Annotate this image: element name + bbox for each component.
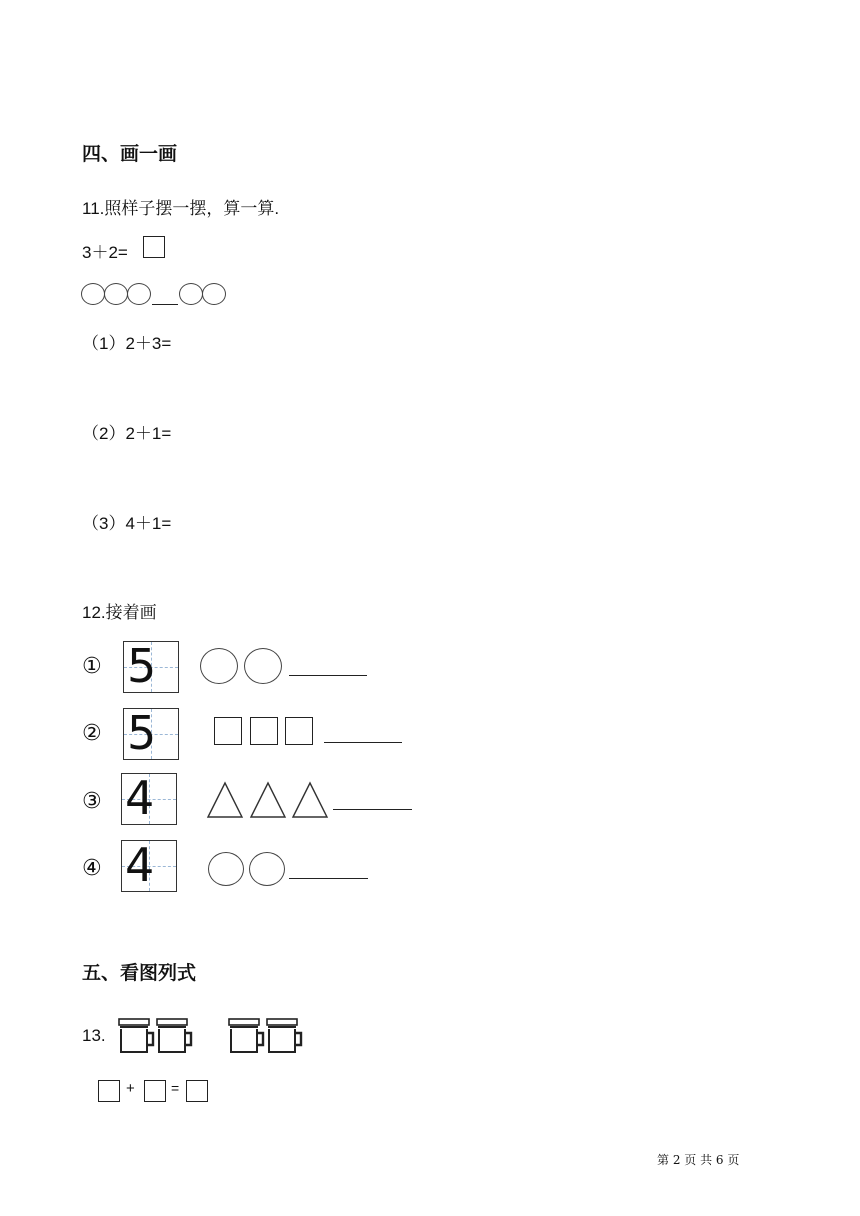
digit-writing-box xyxy=(121,773,177,825)
cup-icon xyxy=(267,1019,301,1052)
triangle-shape xyxy=(208,783,242,817)
page-footer: 第 2 页 共 6 页 xyxy=(657,1153,740,1167)
drawing-line[interactable] xyxy=(289,878,368,879)
circle-shape xyxy=(208,852,244,886)
cup-icon xyxy=(157,1019,191,1052)
addend-box-2[interactable] xyxy=(144,1080,166,1102)
digit: 5 xyxy=(127,706,157,760)
digit-writing-box xyxy=(121,840,177,892)
q13-number: 13. xyxy=(82,1026,106,1045)
drawing-line[interactable] xyxy=(333,809,412,810)
q11-prompt: 11.照样子摆一摆，算一算. xyxy=(82,199,280,218)
digit: 4 xyxy=(125,838,155,892)
equals-sign: = xyxy=(171,1080,180,1096)
example-circle xyxy=(179,283,203,305)
square-shape xyxy=(285,717,313,745)
example-circle xyxy=(81,283,105,305)
q11-item-1: （1）2＋3= xyxy=(82,334,172,353)
q11-item-2: （2）2＋1= xyxy=(82,424,172,443)
circle-shape xyxy=(244,648,282,684)
cup-icon xyxy=(229,1019,263,1052)
cup-images xyxy=(118,1018,308,1056)
triangle-shape xyxy=(293,783,327,817)
section-4-title: 四、画一画 xyxy=(82,144,178,165)
plus-sign: + xyxy=(126,1080,135,1097)
square-shape xyxy=(250,717,278,745)
section-5-title: 五、看图列式 xyxy=(82,963,197,984)
row-marker: ③ xyxy=(82,788,102,813)
drawing-line[interactable] xyxy=(324,742,402,743)
row-marker: ② xyxy=(82,720,102,745)
example-circle xyxy=(127,283,151,305)
cup-icon xyxy=(119,1019,153,1052)
row-marker: ① xyxy=(82,653,102,678)
answer-box[interactable] xyxy=(143,236,165,258)
example-circle xyxy=(104,283,128,305)
row-marker: ④ xyxy=(82,855,102,880)
q11-item-3: （3）4＋1= xyxy=(82,514,172,533)
example-separator-line xyxy=(152,304,178,305)
q12-prompt: 12.接着画 xyxy=(82,603,157,622)
circle-shape xyxy=(249,852,285,886)
square-shape xyxy=(214,717,242,745)
digit-writing-box xyxy=(123,708,179,760)
digit: 5 xyxy=(127,639,157,693)
q11-example: 3＋2= xyxy=(82,243,128,262)
digit: 4 xyxy=(125,771,155,825)
digit-writing-box xyxy=(123,641,179,693)
circle-shape xyxy=(200,648,238,684)
triangle-shapes xyxy=(205,780,331,820)
sum-box[interactable] xyxy=(186,1080,208,1102)
drawing-line[interactable] xyxy=(289,675,367,676)
example-circle xyxy=(202,283,226,305)
addend-box-1[interactable] xyxy=(98,1080,120,1102)
triangle-shape xyxy=(251,783,285,817)
